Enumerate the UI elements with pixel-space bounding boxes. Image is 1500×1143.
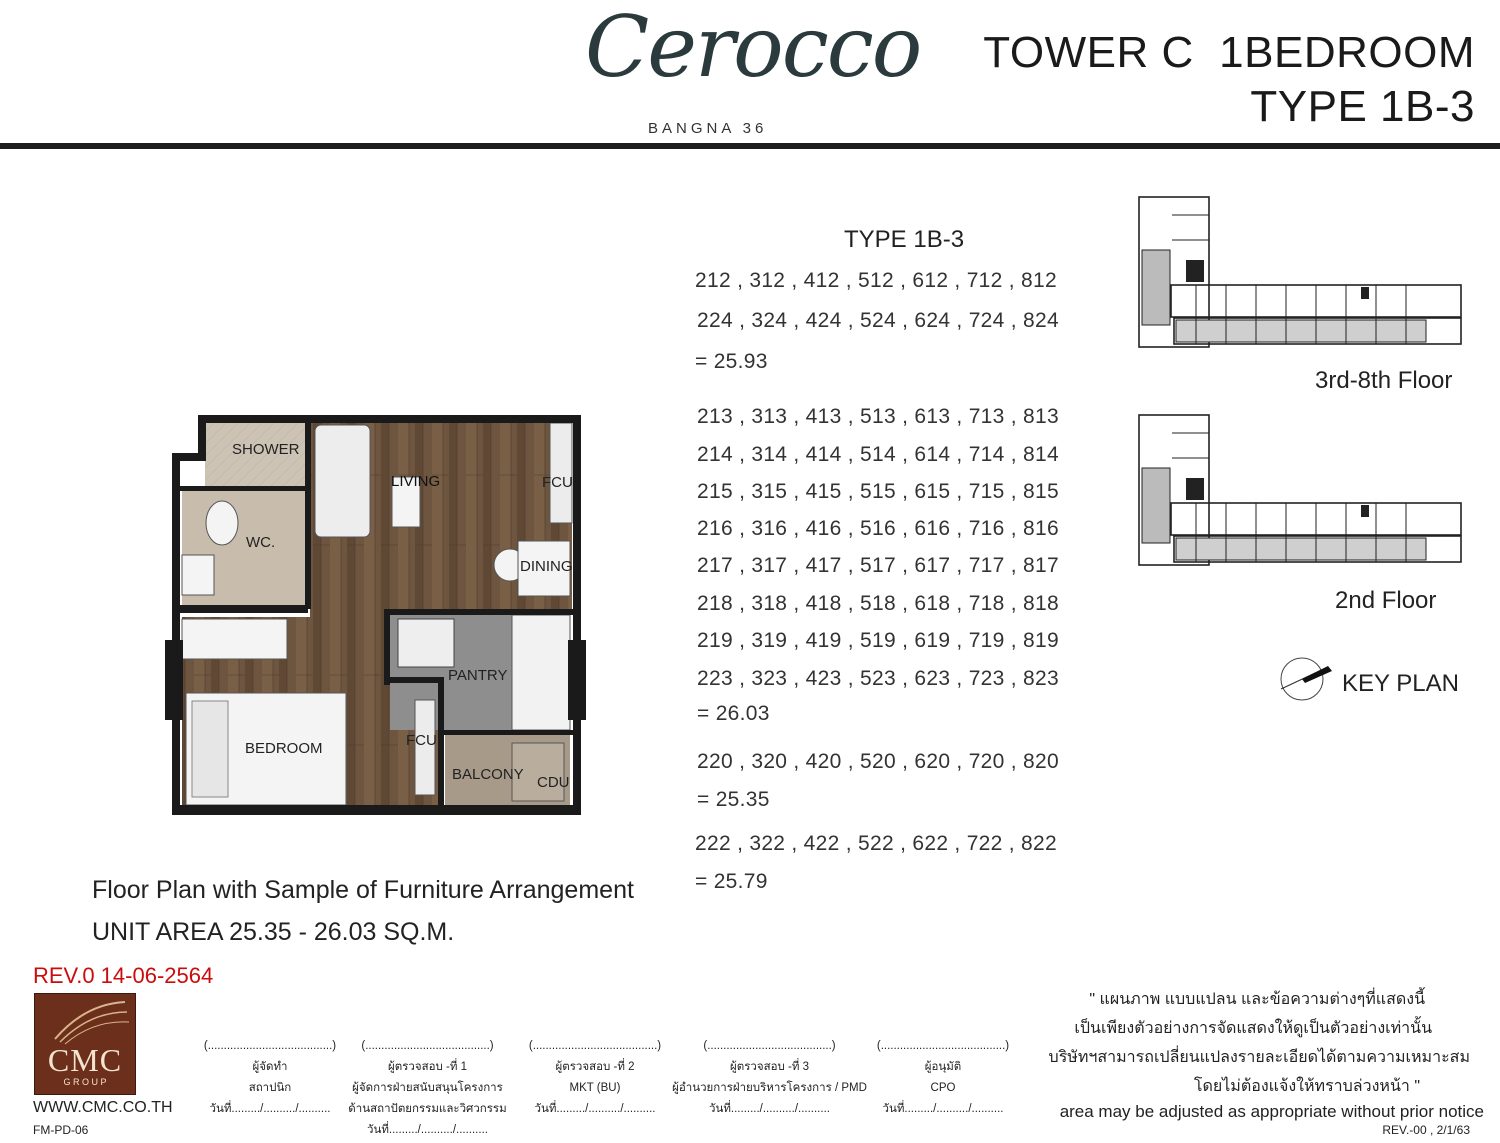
signature-line: (.......................................) — [528, 1040, 662, 1052]
cmc-logo — [34, 993, 136, 1095]
label-balcony: BALCONY — [452, 766, 524, 783]
north-arrow-icon — [1278, 655, 1340, 705]
signature-dept: ผู้อำนวยการฝ่ายบริหารโครงการ / PMD — [672, 1082, 867, 1094]
basin — [182, 555, 214, 595]
unit-row: 214 , 314 , 414 , 514 , 614 , 714 , 814 — [697, 443, 1059, 466]
unit-row: 213 , 313 , 413 , 513 , 613 , 713 , 813 — [697, 405, 1059, 428]
signature-role: ผู้ตรวจสอบ -ที่ 2 — [555, 1061, 635, 1073]
label-fcu-top: FCU — [542, 474, 573, 491]
key-plan-upper-label: 3rd-8th Floor — [1315, 367, 1453, 394]
unit-row: 215 , 315 , 415 , 515 , 615 , 715 , 815 — [697, 480, 1059, 503]
unit-area: = 25.93 — [695, 350, 768, 373]
unit-row: 224 , 324 , 424 , 524 , 624 , 724 , 824 — [697, 309, 1059, 332]
signature-line: (.......................................) — [703, 1040, 836, 1052]
cmc-logo-sub: G R O U P — [63, 1077, 107, 1087]
wood-floor-hall — [310, 605, 388, 645]
signature-block — [672, 1036, 867, 1120]
unit-area: = 26.03 — [697, 702, 770, 725]
label-wc: WC. — [246, 534, 276, 551]
signature-role: ผู้อนุมัติ — [924, 1061, 962, 1073]
key-plan-upper — [1136, 195, 1466, 355]
header-divider — [0, 143, 1500, 149]
signature-line: (.......................................) — [876, 1040, 1010, 1052]
disclaimer-line: โดยไม่ต้องแจ้งให้ทราบล่วงหน้า " — [1193, 1078, 1420, 1095]
signature-dept: ผู้จัดการฝ่ายสนับสนุนโครงการ — [352, 1082, 503, 1094]
disclaimer-thai — [1049, 985, 1470, 1101]
disclaimer-line: บริษัทฯสามารถเปลี่ยนแปลงรายละเอียดได้ตามความเหมาะสม — [1048, 1049, 1470, 1066]
unit-area: = 25.79 — [695, 870, 768, 893]
key-plan-lower — [1136, 413, 1466, 573]
wardrobe — [182, 619, 287, 659]
signature-date: วันที่........./........../.......... — [534, 1103, 656, 1115]
signature-block — [520, 1036, 670, 1120]
signature-block — [195, 1036, 345, 1120]
disclaimer-line: เป็นเพียงตัวอย่างการจัดแสดงให้ดูเป็นตัวอย่างเท่านั้น — [1074, 1020, 1432, 1037]
form-code: FM-PD-06 — [33, 1123, 89, 1137]
signature-line: (.......................................) — [361, 1040, 494, 1052]
disclaimer-english: area may be adjusted as appropriate without prior notice — [1059, 1102, 1484, 1121]
plan-caption: Floor Plan with Sample of Furniture Arrangement — [92, 876, 634, 904]
key-plan-title: KEY PLAN — [1342, 670, 1459, 697]
label-pantry: PANTRY — [448, 667, 508, 684]
signature-dept: สถาปนิก — [248, 1082, 292, 1094]
signature-dept: ด้านสถาปัตยกรรมและวิศวกรรม — [348, 1103, 507, 1115]
signature-date: วันที่........./........../.......... — [882, 1103, 1004, 1115]
unit-row: 212 , 312 , 412 , 512 , 612 , 712 , 812 — [695, 269, 1057, 292]
unit-row: 223 , 323 , 423 , 523 , 623 , 723 , 823 — [697, 667, 1059, 690]
disclaimer-line: " แผนภาพ แบบแปลน และข้อความต่างๆที่แสดงนี้ — [1089, 991, 1425, 1008]
unit-area: = 25.35 — [697, 788, 770, 811]
units-title: TYPE 1B-3 — [844, 226, 965, 253]
cmc-logo-text: CMC — [47, 1042, 123, 1078]
label-bedroom: BEDROOM — [245, 740, 323, 757]
unit-row: 220 , 320 , 420 , 520 , 620 , 720 , 820 — [697, 750, 1059, 773]
company-website[interactable]: WWW.CMC.CO.TH — [33, 1099, 173, 1116]
signature-role: ผู้ตรวจสอบ -ที่ 1 — [387, 1061, 467, 1073]
signature-date: วันที่........./........../.......... — [209, 1103, 331, 1115]
fcu-top-unit — [550, 423, 572, 523]
cmc-leaf-icon — [35, 994, 135, 1049]
label-cdu: CDU — [537, 774, 570, 791]
disclaimer-revision: REV.-00 , 2/1/63 — [1382, 1123, 1470, 1137]
header-title: TOWER C 1BEDROOM — [983, 28, 1475, 77]
sofa — [315, 425, 370, 537]
bed-pillow — [192, 701, 228, 797]
signature-role: ผู้ตรวจสอบ -ที่ 3 — [729, 1061, 809, 1073]
signature-date: วันที่........./........../.......... — [367, 1124, 488, 1136]
brand-logo: Cerocco — [585, 0, 921, 96]
unit-row: 222 , 322 , 422 , 522 , 622 , 722 , 822 — [695, 832, 1057, 855]
header-type: TYPE 1B-3 — [1250, 82, 1475, 131]
signature-block — [868, 1036, 1018, 1120]
floor-plan — [160, 405, 590, 825]
unit-row: 218 , 318 , 418 , 518 , 618 , 718 , 818 — [697, 592, 1059, 615]
key-plan-lower-label: 2nd Floor — [1335, 587, 1437, 614]
label-shower: SHOWER — [232, 441, 300, 458]
pantry-counter — [512, 615, 570, 730]
label-dining: DINING — [520, 558, 573, 575]
unit-row: 216 , 316 , 416 , 516 , 616 , 716 , 816 — [697, 517, 1059, 540]
unit-row: 217 , 317 , 417 , 517 , 617 , 717 , 817 — [697, 554, 1059, 577]
signature-dept: CPO — [930, 1082, 956, 1094]
signature-date: วันที่........./........../.......... — [709, 1103, 830, 1115]
brand-subtitle: BANGNA 36 — [648, 120, 768, 137]
signature-dept: MKT (BU) — [569, 1082, 621, 1094]
label-living: LIVING — [391, 473, 441, 490]
label-fcu-mid: FCU — [406, 732, 437, 749]
unit-row: 219 , 319 , 419 , 519 , 619 , 719 , 819 — [697, 629, 1059, 652]
pantry-fridge — [398, 619, 454, 667]
toilet — [206, 501, 238, 545]
signature-role: ผู้จัดทำ — [252, 1061, 288, 1073]
signature-line: (.......................................) — [203, 1040, 337, 1052]
signature-block — [345, 1036, 510, 1141]
revision-label: REV.0 14-06-2564 — [33, 963, 214, 988]
unit-area-caption: UNIT AREA 25.35 - 26.03 SQ.M. — [92, 918, 455, 946]
